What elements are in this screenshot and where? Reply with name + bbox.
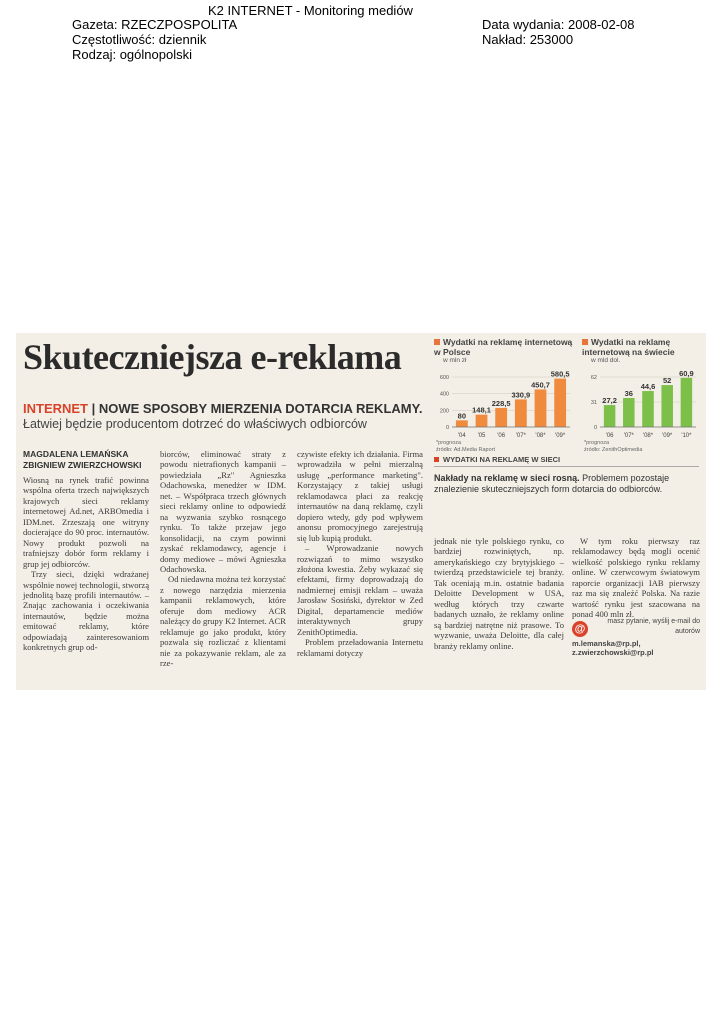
x-tick-label: '05 [477,433,486,439]
x-tick-label: '07* [515,433,526,439]
x-tick-label: '04 [457,433,466,439]
author-1: MAGDALENA LEMAŃSKA [23,449,129,459]
publication-frequency: Częstotliwość: dziennik [72,32,207,47]
bar-value-label: 148,1 [472,405,491,415]
bar-value-label: 44,6 [640,382,656,392]
paragraph: Wiosną na rynek trafić powinna wspólna oferta trzech największych krajowych sieci reklamy internetowej Ad.net, ARBOmedia i IDM.net. Zrzeszają one witryny docierające do 90 proc. internautów. Nowy produkt pozwoli na trafniejszy dobór form reklamy i grup jej odbiorców. [23,475,149,569]
paragraph: jednak nie tyle polskiego rynku, co bardziej rozwiniętych, np. amerykańskiego czy brytyjskiego – twierdzą przedstawiciele tej branży. Tak oceniają m.in. ostatnie badania Deloitte Development w USA, według których trzy czwarte badanych uznało, że reklamy online są bardziej natrętne niż prasowe. To wyzwanie, uważa Deloitte, dla całej branży reklamy online. [434,536,564,651]
bar [604,405,616,427]
y-tick-label: 600 [439,375,449,381]
y-tick-label: 0 [445,425,449,431]
bar-value-label: 228,5 [491,398,511,408]
paragraph: W tym roku pierwszy raz reklamodawcy będą mogli ocenić wielkość polskiego rynku reklamy online. W czerwcowym światowym raporcie organizacji IAB pierwszy raz ma się znaleźć Polska. Na razie wartość rynku jest szacowana na ponad 400 mln zł. [572,536,700,620]
paragraph: Problem przeładowania Internetu reklamami dotyczy [297,637,423,658]
x-tick-label: '10* [681,433,692,439]
x-tick-label: '06 [605,433,614,439]
title-square-icon [434,339,440,345]
at-icon: @ [572,621,588,637]
chart-title: Wydatki na reklamę internetową w Polsce [434,337,573,357]
chart-poland-plot [434,367,574,439]
author-emails[interactable] [572,639,700,657]
bar [554,379,566,427]
article-column-1 [23,475,149,653]
bar-value-label: 80 [457,411,467,421]
kicker-text: NOWE SPOSOBY MIERZENIA DOTARCIA REKLAMY. [98,401,423,416]
article-column-4 [434,536,564,651]
x-tick-label: '09* [555,433,566,439]
bar [681,378,693,427]
divider [434,466,699,467]
chart-note: *prognoza źródło: Ad.Media Raport [436,440,496,453]
bar [456,420,468,427]
paragraph: Trzy sieci, dzięki wdrażanej wspólnie nowej technologii, stworzą jednolitą bazę profili internautów. – Znając zachowania i oczekiwania internautów, będzie można emitować reklamy, które odpowiadają zainteresowaniom konkretnych grup od- [23,569,150,653]
chart-poland [434,337,574,452]
bar-value-label: 60,9 [679,368,694,378]
article-column-3 [297,449,423,658]
chart-unit: w mld dol. [591,357,621,364]
article-kicker [23,401,422,416]
section-lead: Nakłady na reklamę w sieci rosną. Problemem pozostaje znalezienie skuteczniejszych form dotarcia do odbiorców. [434,473,670,494]
bar-value-label: 330,9 [511,390,531,400]
kicker-section: INTERNET [23,401,88,416]
paragraph: – Wprowadzanie nowych rozwiązań to mimo wszystko złożona kwestia. Żeby wykazać się efektami, firmy doprowadzają do nadmiernej emisji reklam – uważa Jarosław Sosiński, dyrektor w Zed Digital, departamencie mediów interaktywnych grupy ZenithOptimedia. [297,543,423,637]
x-tick-label: '08* [535,433,546,439]
paragraph: biorców, eliminować straty z powodu nietrafionych kampanii – powiedziała „Rz" Agnieszka Odachowska, menedżer w IDM. net. – Współpraca trzech głównych sieci reklamy online to odpowiedź na wyzwania szybko rosnącego rynku. To także przejaw jego konsolidacji, na czym powinni zyskać reklamodawcy, agencje i domy mediowe – mówi Agnieszka Odachowska. [160,449,286,574]
x-tick-label: '06 [497,433,506,439]
bar-value-label: 52 [663,376,672,386]
title-square-icon [582,339,588,345]
y-tick-label: 31 [590,400,597,406]
bar [495,408,507,427]
bar [535,389,547,427]
kicker-separator: | [88,401,99,416]
chart-title: Wydatki na reklamę internetową na świecie [582,337,675,357]
chart-world-plot [582,367,700,439]
paragraph: Od niedawna można też korzystać z nowego narzędzia mierzenia kampanii reklamowych, które oferuje dom mediowy ACR należący do grupy K2 Internet. ACR reklamuje go jako produkt, który pozwala się rozliczać z klientami nie za pokazywanie reklam, ale za rze- [160,574,287,669]
article-authors [23,449,142,471]
bar [661,385,673,427]
x-tick-label: '09* [662,433,673,439]
x-tick-label: '07* [623,433,634,439]
email-link[interactable]: m.lemanska@rp.pl, [572,639,641,648]
bar-value-label: 27,2 [602,396,617,406]
bar-value-label: 450,7 [531,380,550,390]
bar-value-label: 36 [624,388,633,398]
y-tick-label: 0 [593,425,597,431]
report-title: K2 INTERNET - Monitoring mediów [208,3,413,18]
paragraph: czywiste efekty ich działania. Firma wprowadziła w pełni mierzalną usługę „performance marketing". Korzystający z takiej usługi reklamodawca płaci za reakcję internautów na daną reklamę, czyli dopiero wtedy, gdy pod wpływem anonsu promocyjnego zarejestrują się lub kupią produkt. [297,449,423,543]
y-tick-label: 62 [590,375,597,381]
bar [623,398,635,427]
contact-label: masz pytanie, wyślij e-mail do autorów [607,618,700,635]
email-link[interactable]: z.zwierzchowski@rp.pl [572,648,654,657]
chart-world [582,337,700,452]
bar [515,399,527,427]
article-headline: Skuteczniejsza e-reklama [23,337,402,377]
issue-date: Data wydania: 2008-02-08 [482,17,635,32]
author-contact [572,617,700,657]
section-label: WYDATKI NA REKLAMĘ W SIECI [434,455,560,464]
newspaper-name: Gazeta: RZECZPOSPOLITA [72,17,238,32]
article-column-5 [572,536,700,620]
author-2: ZBIGNIEW ZWIERZCHOWSKI [23,460,142,470]
chart-unit: w mln zł [443,357,467,364]
chart-note: *prognoza źródło: ZenithOptimedia [584,440,643,453]
article-column-2 [160,449,286,669]
circulation: Nakład: 253000 [482,32,574,47]
article-subhead: Łatwiej będzie producentom dotrzeć do właściwych odbiorców [23,417,367,431]
x-tick-label: '08* [642,433,654,439]
bar-value-label: 580,5 [550,369,570,379]
bar [476,415,488,427]
y-tick-label: 200 [439,408,449,415]
newspaper-clipping [16,333,706,690]
y-tick-label: 400 [439,391,449,398]
publication-type: Rodzaj: ogólnopolski [72,47,192,62]
bar [642,391,654,427]
